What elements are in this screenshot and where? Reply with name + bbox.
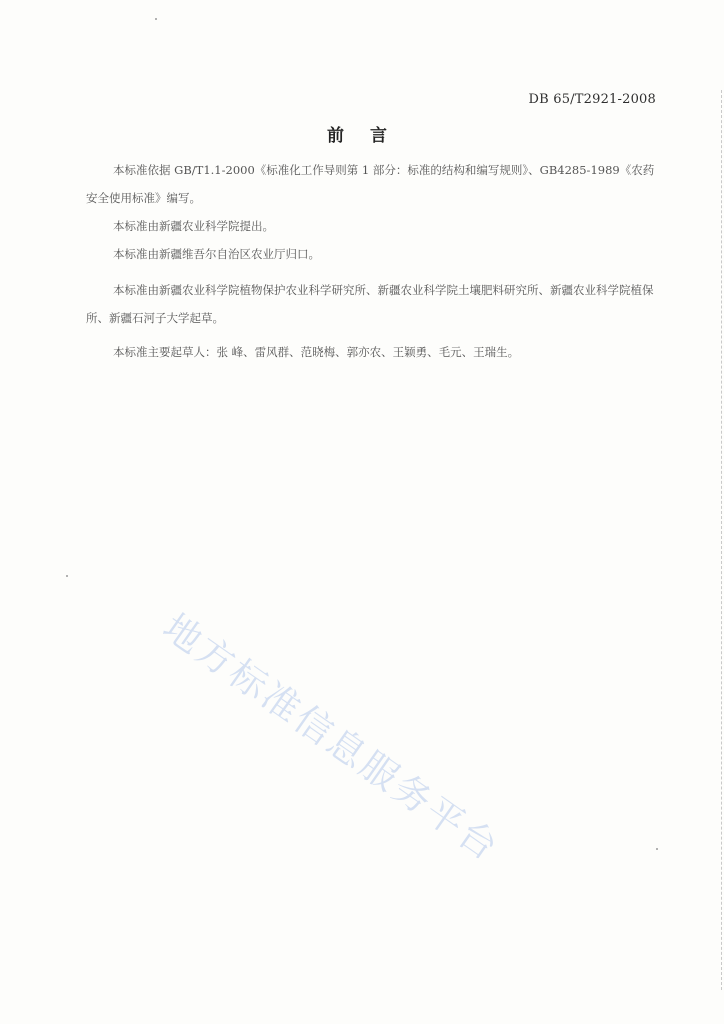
paragraph-drafting-basis: 本标准依据 GB/T1.1-2000《标准化工作导则第 1 部分：标准的结构和编写规则》、GB4285-1989《农药安全使用标准》编写。 — [86, 163, 655, 205]
document-code: DB 65/T2921-2008 — [528, 92, 656, 107]
scan-speck — [656, 848, 658, 850]
paragraph-drafters: 本标准主要起草人：张 峰、雷风群、范晓梅、郭亦农、王颖勇、毛元、王瑞生。 — [113, 345, 520, 359]
scan-edge-line — [720, 90, 722, 990]
paragraph-administrator: 本标准由新疆维吾尔自治区农业厅归口。 — [113, 247, 320, 261]
scan-speck — [155, 18, 157, 20]
page-title: 前 言 — [327, 126, 397, 146]
paragraph-drafting-units: 本标准由新疆农业科学院植物保护农业科学研究所、新疆农业科学院土壤肥料研究所、新疆农业科学院植保所、新疆石河子大学起草。 — [86, 283, 654, 325]
paragraph-proposer: 本标准由新疆农业科学院提出。 — [113, 219, 274, 233]
watermark: 地方标准信息服务平台 — [155, 605, 508, 871]
scan-speck — [66, 575, 68, 577]
